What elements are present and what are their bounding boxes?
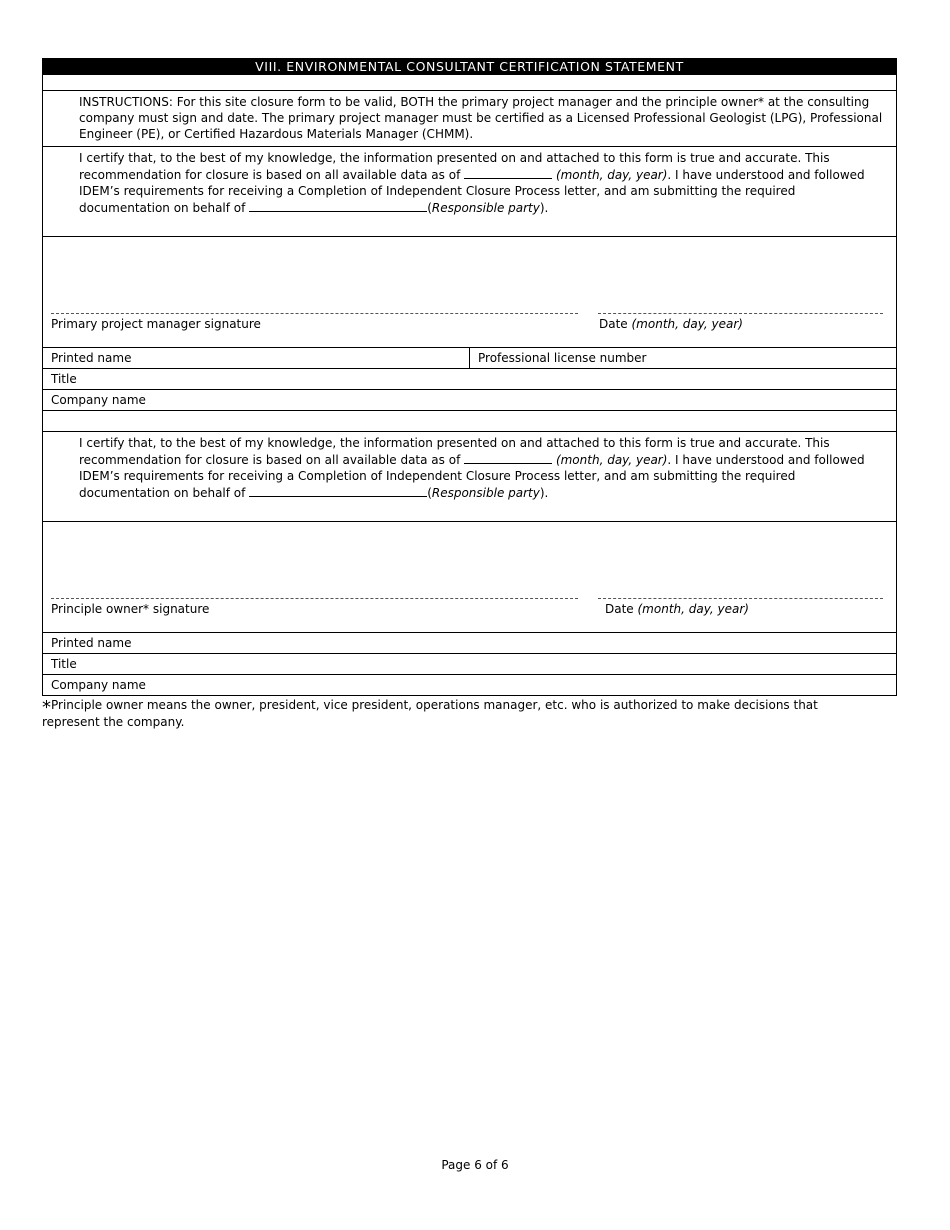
party-close-paren: ).: [539, 201, 549, 215]
date-label-hint: (month, day, year): [637, 602, 749, 616]
owner-signature-label: Principle owner* signature: [51, 602, 210, 616]
cert-date-field[interactable]: [464, 166, 552, 179]
section-title: VIII. ENVIRONMENTAL CONSULTANT CERTIFICATION STATEMENT: [43, 58, 896, 75]
cert-date-hint: (month, day, year): [555, 168, 668, 182]
owner-date-label: [605, 602, 749, 616]
owner-name-row: [43, 633, 896, 654]
certification-form: [42, 58, 897, 696]
party-open-paren: (: [427, 486, 432, 500]
cert-party-field[interactable]: [249, 484, 427, 497]
footnote: [42, 697, 862, 731]
printed-name-field[interactable]: Printed name: [51, 636, 132, 650]
license-number-field[interactable]: Professional license number: [478, 351, 647, 365]
manager-date-field[interactable]: [598, 313, 883, 314]
manager-company-row: [43, 390, 896, 411]
spacer-row: [43, 75, 896, 91]
cert-text-part2: . I have understood and followed IDEM’s requirements for receiving a Completion of Independent Closure Process letter, and am submitting the required documentation on behalf of: [79, 453, 865, 500]
owner-title-row: [43, 654, 896, 675]
date-label-text: Date: [605, 602, 638, 616]
company-name-field[interactable]: Company name: [51, 393, 146, 407]
manager-signature-label: Primary project manager signature: [51, 317, 261, 331]
company-name-field[interactable]: Company name: [51, 678, 146, 692]
title-field[interactable]: Title: [51, 372, 77, 386]
cert-text-part1: I certify that, to the best of my knowledge, the information presented on and attached to this form is true and accurate. This recommendation for closure is based on all available data as of: [79, 151, 830, 182]
cert-text-part2: . I have understood and followed IDEM’s requirements for receiving a Completion of Independent Closure Process letter, and am submitting the required documentation on behalf of: [79, 168, 865, 215]
certification-statement: [43, 147, 896, 216]
page-number: Page 6 of 6: [441, 1158, 509, 1172]
party-hint: Responsible party: [431, 201, 540, 215]
cert-text-part1: I certify that, to the best of my knowledge, the information presented on and attached to this form is true and accurate. This recommendation for closure is based on all available data as of: [79, 436, 830, 467]
manager-date-label: [599, 317, 743, 331]
instructions-block: [43, 91, 896, 147]
manager-title-row: [43, 369, 896, 390]
title-field[interactable]: Title: [51, 657, 77, 671]
cert-date-hint: (month, day, year): [555, 453, 668, 467]
owner-company-row: [43, 675, 896, 695]
footnote-text: Principle owner means the owner, president, vice president, operations manager, etc. who is authorized to make decisions that represent the company.: [42, 698, 818, 729]
cert-party-field[interactable]: [249, 199, 427, 212]
certification-statement: [43, 432, 896, 501]
footnote-star: *: [42, 697, 51, 718]
owner-certification-block: [43, 432, 896, 522]
date-label-text: Date: [599, 317, 632, 331]
owner-date-field[interactable]: [598, 598, 883, 599]
owner-signature-area: [43, 522, 896, 633]
instructions-text: INSTRUCTIONS: For this site closure form to be valid, BOTH the primary project manager and the principle owner* at the consulting company must sign and date. The primary project manager must be certified as a Licensed Professional Geologist (LPG), Professional Engineer (PE), or Certified Hazardous Materials Manager (CHMM).: [79, 95, 883, 141]
manager-certification-block: [43, 147, 896, 237]
party-hint: Responsible party: [431, 486, 540, 500]
spacer-row: [43, 411, 896, 432]
manager-signature-field[interactable]: [51, 313, 578, 314]
party-open-paren: (: [427, 201, 432, 215]
printed-name-field[interactable]: Printed name: [43, 348, 470, 368]
date-label-hint: (month, day, year): [631, 317, 743, 331]
cert-date-field[interactable]: [464, 451, 552, 464]
manager-name-row: [43, 348, 896, 369]
party-close-paren: ).: [539, 486, 549, 500]
owner-signature-field[interactable]: [51, 598, 578, 599]
manager-signature-area: [43, 237, 896, 348]
